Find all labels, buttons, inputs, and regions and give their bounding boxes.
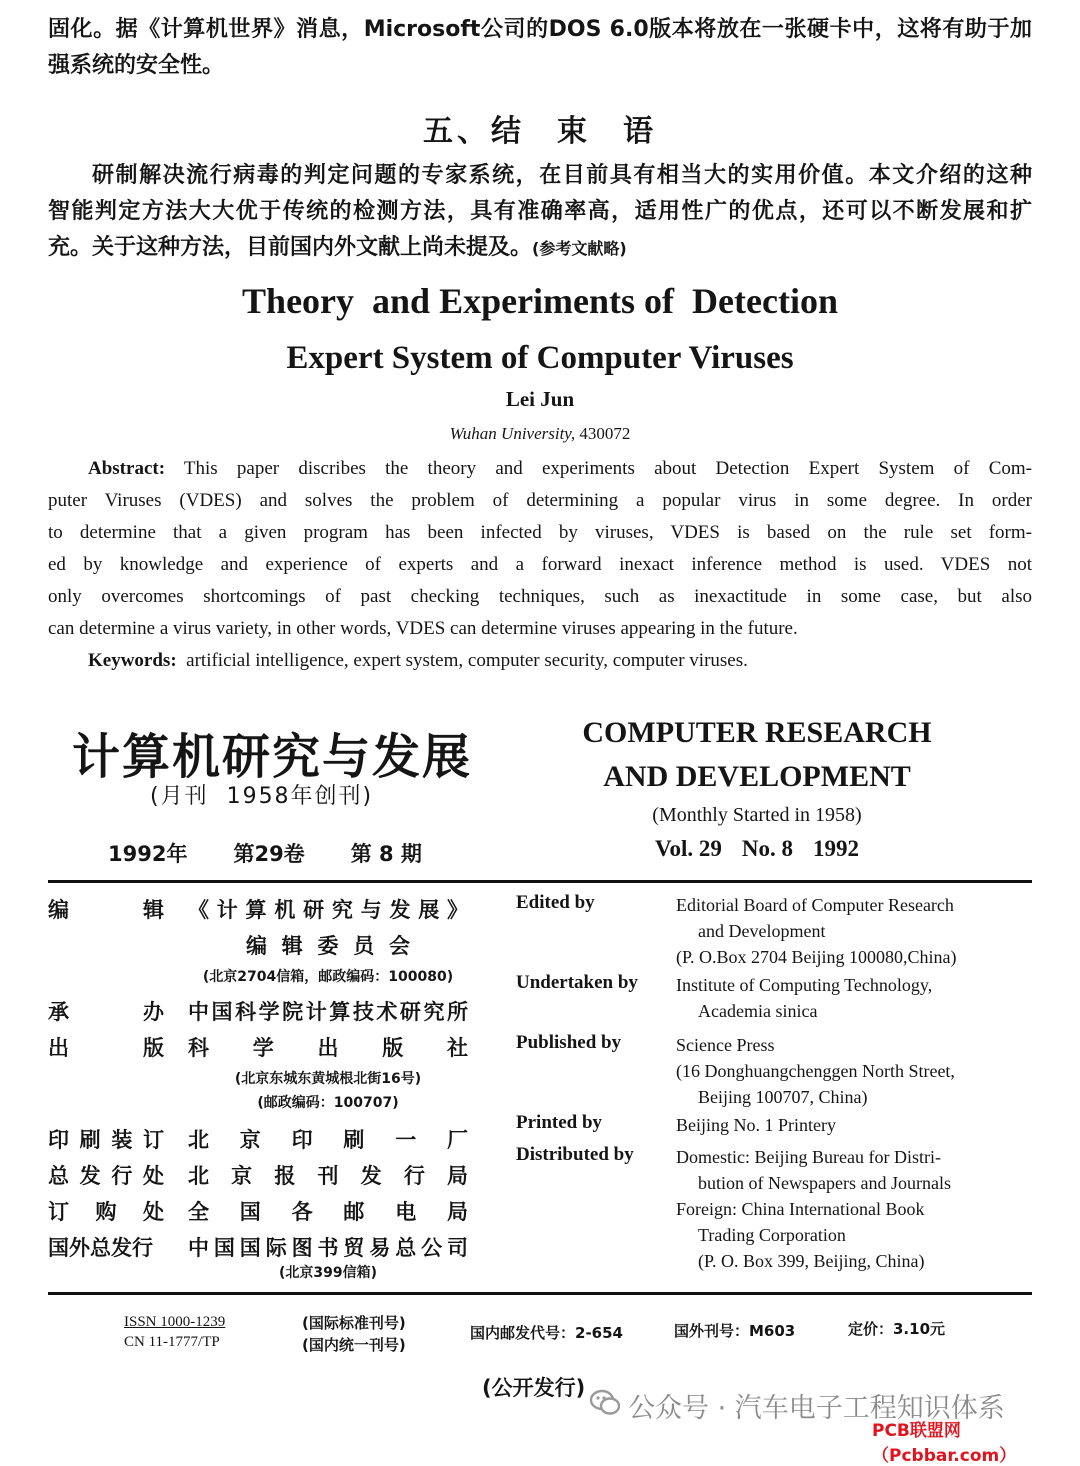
cn-info-label: 印刷装订 — [48, 1128, 164, 1152]
issue-number: 第 8 期 — [350, 842, 422, 866]
en-info-line: Editorial Board of Computer Research — [676, 895, 954, 915]
en-info-line: Beijing 100707, China) — [698, 1087, 868, 1107]
en-info-line: Academia sinica — [698, 1001, 818, 1021]
cn-info-value: 《计算机研究与发展》 — [188, 898, 468, 922]
cn-number: CN 11-1777/TP — [124, 1334, 220, 1350]
divider-top — [48, 880, 1032, 883]
journal-title-en-1: COMPUTER RESEARCH — [582, 716, 932, 749]
en-info-label: Distributed by — [516, 1144, 634, 1165]
cn-info-label: 承 办 — [48, 1000, 164, 1024]
abstract-line: puter Viruses (VDES) and solves the problem of determining a popular virus in some degree. In order — [48, 490, 1032, 511]
postcode: 430072 — [579, 424, 631, 443]
issue-vol: Vol. 29 — [654, 836, 722, 861]
conclusion-paragraph — [48, 158, 1032, 267]
keywords-line — [48, 645, 1032, 677]
en-info-value — [676, 1112, 1036, 1138]
abstract-text: This paper discribes the theory and experiments about Detection Expert System of Com- — [183, 458, 1032, 479]
price: 定价：3.10元 — [848, 1320, 946, 1338]
divider-bottom — [48, 1292, 1032, 1295]
en-info-label: Edited by — [516, 892, 595, 913]
para-line-text: 充。关于这种方法，目前国内外文献上尚未提及。 — [48, 235, 533, 260]
en-info-line: (P. O.Box 2704 Beijing 100080,China) — [676, 947, 957, 967]
cn-info-value: 全国各邮电局 — [188, 1200, 468, 1224]
journal-title-en-2: AND DEVELOPMENT — [603, 760, 911, 793]
en-info-value — [676, 1032, 1036, 1110]
issue-no: No. 8 — [741, 836, 793, 861]
en-info-line: Foreign: China International Book — [676, 1199, 925, 1219]
section-heading — [0, 106, 1080, 150]
en-info-line: (P. O. Box 399, Beijing, China) — [698, 1251, 925, 1271]
abstract-label: Abstract: — [88, 458, 166, 479]
issue-volume: 第29卷 — [233, 842, 305, 866]
para-line: 研制解决流行病毒的判定问题的专家系统，在目前具有相当大的实用价值。本文介绍的这种 — [92, 163, 1032, 188]
cn-info-note: (北京399信箱) — [278, 1265, 378, 1281]
cn-info-note: (邮政编码：100707) — [257, 1095, 399, 1111]
cn-note: (国内统一刊号) — [302, 1336, 406, 1354]
cn-info-value: 北京印刷一厂 — [188, 1128, 468, 1152]
heading-part: 语 — [623, 114, 657, 149]
journal-subtitle-en: (Monthly Started in 1958) — [652, 804, 862, 826]
en-info-line: Beijing No. 1 Printery — [676, 1115, 836, 1135]
cn-info-label: 编 辑 — [48, 898, 164, 922]
issn: ISSN 1000-1239 — [124, 1314, 226, 1330]
abstract-line — [48, 453, 1032, 485]
cn-info-label: 国外总发行 — [48, 1236, 153, 1260]
abstract — [48, 453, 1032, 677]
issue-info-cn — [108, 838, 468, 868]
issn-note: (国际标准刊号) — [302, 1314, 406, 1332]
top-line-1: 固化。据《计算机世界》消息，Microsoft公司的DOS 6.0版本将放在一张硬卡中，这将有助于加 — [48, 17, 1032, 42]
cn-info-label: 订购处 — [48, 1200, 164, 1224]
en-info-line: bution of Newspapers and Journals — [698, 1173, 951, 1193]
en-info-value — [676, 892, 1036, 970]
en-info-value — [676, 972, 1036, 1024]
en-info-line: Trading Corporation — [698, 1225, 846, 1245]
para-line-last — [48, 230, 1032, 267]
keywords-text: artificial intelligence, expert system, computer security, computer viruses. — [186, 650, 748, 671]
keywords-label: Keywords: — [88, 650, 177, 671]
journal-title-cn: 计算机研究与发展 — [72, 729, 473, 785]
cn-info-value: 中国科学院计算技术研究所 — [188, 1000, 468, 1024]
cn-info-label: 出 版 — [48, 1036, 164, 1060]
cn-info-note: (北京东城东黄城根北街16号) — [234, 1071, 422, 1087]
abstract-line: to determine that a given program has been infected by viruses, VDES is based on the rule set form- — [48, 522, 1032, 543]
abstract-line: only overcomes shortcomings of past checking techniques, such as inexactitude in some case, but also — [48, 586, 1032, 607]
cn-info-value: 北京报刊发行局 — [188, 1164, 468, 1188]
en-info-label: Undertaken by — [516, 972, 638, 993]
en-info-line: Science Press — [676, 1035, 775, 1055]
affiliation — [0, 424, 1080, 444]
wechat-icon — [590, 1388, 620, 1416]
journal-subtitle-cn: (月刊 1958年创刊) — [150, 784, 374, 809]
domestic-code: 国内邮发代号：2-654 — [470, 1324, 623, 1342]
body-text-line — [48, 12, 1032, 84]
en-info-line: (16 Donghuangchenggen North Street, — [676, 1061, 955, 1081]
watermark-text: 公众号 · 汽车电子工程知识体系 — [628, 1393, 1005, 1424]
cn-info-label: 总发行处 — [48, 1164, 164, 1188]
issue-year: 1992年 — [108, 842, 188, 866]
english-title-line-1: Theory and Experiments of Detection — [242, 281, 838, 321]
cn-info-value: 中国国际图书贸易总公司 — [188, 1236, 468, 1260]
issue-year-en: 1992 — [813, 836, 859, 861]
en-info-label: Printed by — [516, 1112, 603, 1133]
english-title-line-2: Expert System of Computer Viruses — [286, 340, 794, 376]
en-info-line: and Development — [698, 921, 826, 941]
affiliation-name: Wuhan University, — [449, 424, 576, 443]
author: Lei Jun — [505, 387, 575, 411]
heading-part: 束 — [557, 114, 591, 149]
heading-part: 五、结 — [423, 114, 525, 149]
cn-info-value: 编辑委员会 — [246, 934, 410, 958]
abstract-line: can determine a virus variety, in other words, VDES can determine viruses appearing in the future. — [48, 618, 798, 639]
issue-info-en — [542, 836, 972, 862]
para-line: 智能判定方法大大优于传统的检测方法，具有准确率高，适用性广的优点，还可以不断发展和扩 — [48, 199, 1032, 224]
cn-info-value: 科学出版社 — [188, 1036, 468, 1060]
cn-info-note: (北京2704信箱，邮政编码：100080) — [202, 969, 454, 985]
abstract-line: ed by knowledge and experience of experts and a forward inexact inference method is used. VDES not — [48, 554, 1032, 575]
en-info-line: Institute of Computing Technology, — [676, 975, 933, 995]
top-line-2: 强系统的安全性。 — [48, 53, 225, 78]
site-tag: PCB联盟网（Pcbbar.com） — [872, 1421, 1017, 1466]
refs-note: (参考文献略) — [532, 239, 627, 258]
public-release: (公开发行) — [482, 1376, 586, 1400]
en-info-value — [676, 1144, 1036, 1274]
en-info-label: Published by — [516, 1032, 622, 1053]
en-info-line: Domestic: Beijing Bureau for Distri- — [676, 1147, 941, 1167]
foreign-code: 国外刊号：M603 — [674, 1322, 796, 1340]
